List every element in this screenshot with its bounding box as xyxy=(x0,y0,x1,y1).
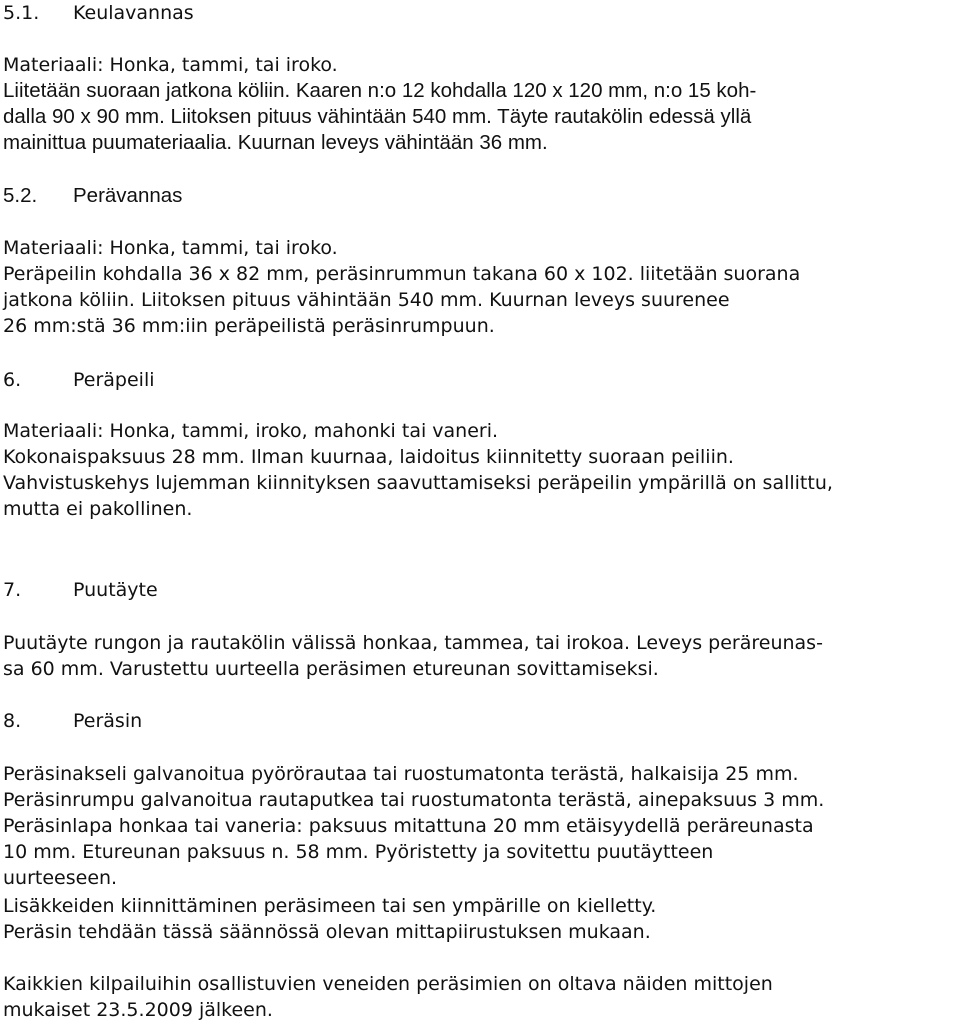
s6-line-2: Kokonaispaksuus 28 mm. Ilman kuurnaa, laidoitus kiinnitetty suoraan peiliin. xyxy=(3,446,734,468)
heading-8 xyxy=(3,708,142,734)
s52-line-2: Peräpeilin kohdalla 36 x 82 mm, peräsinrummun takana 60 x 102. liitetään suorana xyxy=(3,263,801,285)
s8-line-7: Peräsin tehdään tässä säännössä olevan mittapiirustuksen mukaan. xyxy=(3,921,651,943)
section-number: 5.2. xyxy=(3,184,38,207)
heading-5-2 xyxy=(3,183,182,209)
section-number: 8. xyxy=(3,710,22,732)
s52-line-1: Materiaali: Honka, tammi, tai iroko. xyxy=(3,237,338,259)
s8-line-2: Peräsinrumpu galvanoitua rautaputkea tai ruostumatonta terästä, ainepaksuus 3 mm. xyxy=(3,789,825,811)
section-title: Peräsin xyxy=(73,710,143,732)
s51-line-4: mainittua puumateriaalia. Kuurnan leveys vähintään 36 mm. xyxy=(3,131,548,154)
s52-line-4: 26 mm:stä 36 mm:iin peräpeilistä peräsinrumpuun. xyxy=(3,315,495,337)
s8-line-6: Lisäkkeiden kiinnittäminen peräsimeen tai sen ympärille on kielletty. xyxy=(3,895,657,917)
section-number: 6. xyxy=(3,369,22,391)
s51-line-2: Liitetään suoraan jatkona köliin. Kaaren n:o 12 kohdalla 120 x 120 mm, n:o 15 koh- xyxy=(3,79,757,102)
section-title: Peräpeili xyxy=(73,369,155,391)
s8-line-5: uurteeseen. xyxy=(3,867,118,889)
s52-line-3: jatkona köliin. Liitoksen pituus vähintään 540 mm. Kuurnan leveys suurenee xyxy=(3,289,730,311)
closing-line-2: mukaiset 23.5.2009 jälkeen. xyxy=(3,999,273,1021)
s51-line-3: dalla 90 x 90 mm. Liitoksen pituus vähintään 540 mm. Täyte rautakölin edessä yllä xyxy=(3,105,752,128)
heading-7 xyxy=(3,577,158,603)
section-number: 5.1. xyxy=(3,2,40,24)
section-title: Perävannas xyxy=(73,184,183,207)
section-title: Puutäyte xyxy=(73,579,158,601)
s8-line-3: Peräsinlapa honkaa tai vaneria: paksuus mitattuna 20 mm etäisyydellä peräreunasta xyxy=(3,815,814,837)
heading-6 xyxy=(3,367,155,393)
s6-line-1: Materiaali: Honka, tammi, iroko, mahonki tai vaneri. xyxy=(3,420,499,442)
s8-line-4: 10 mm. Etureunan paksuus n. 58 mm. Pyöristetty ja sovitettu puutäytteen xyxy=(3,841,714,863)
closing-line-1: Kaikkien kilpailuihin osallistuvien veneiden peräsimien on oltava näiden mittojen xyxy=(3,973,773,995)
section-title: Keulavannas xyxy=(73,2,194,24)
s8-line-1: Peräsinakseli galvanoitua pyörörautaa tai ruostumatonta terästä, halkaisija 25 mm. xyxy=(3,763,799,785)
s6-line-4: mutta ei pakollinen. xyxy=(3,498,193,520)
s7-line-1: Puutäyte rungon ja rautakölin välissä honkaa, tammea, tai irokoa. Leveys peräreunas- xyxy=(3,632,823,654)
section-number: 7. xyxy=(3,579,22,601)
s6-line-3: Vahvistuskehys lujemman kiinnityksen saavuttamiseksi peräpeilin ympärillä on sallittu, xyxy=(3,472,833,494)
s7-line-2: sa 60 mm. Varustettu uurteella peräsimen etureunan sovittamiseksi. xyxy=(3,658,659,680)
s51-line-1: Materiaali: Honka, tammi, tai iroko. xyxy=(3,54,338,76)
heading-5-1 xyxy=(3,0,194,26)
